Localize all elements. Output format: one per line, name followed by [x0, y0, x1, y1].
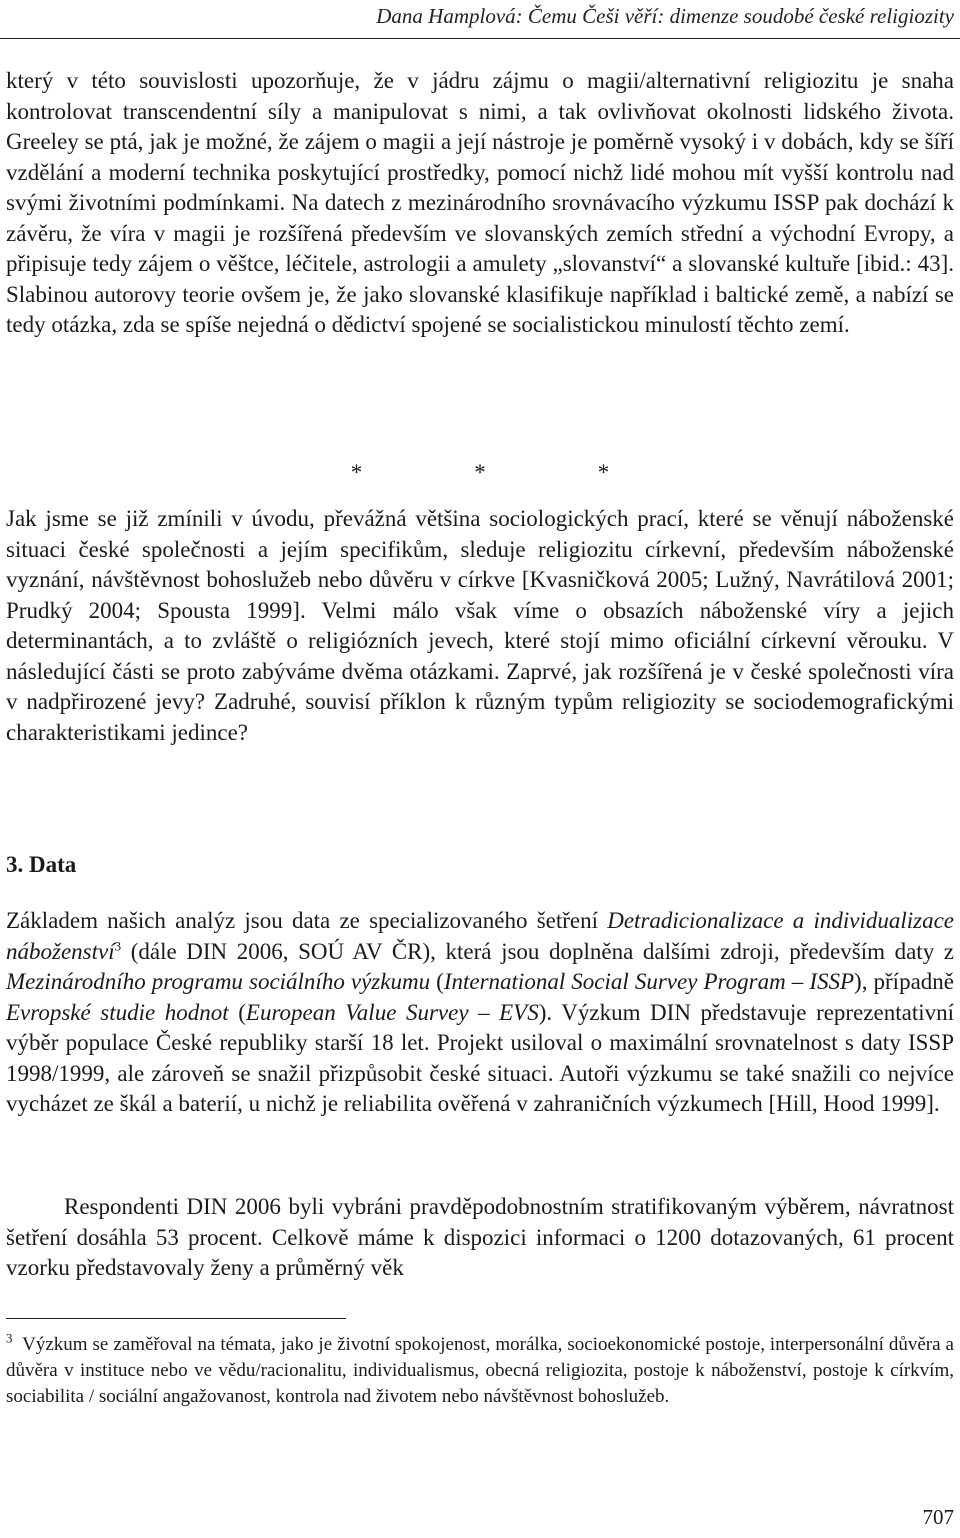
section-separator — [0, 460, 960, 486]
paragraph-3-text: ). Výzkum DIN představuje reprezentativní výběr populace České republiky starší 18 let. Projekt usiloval o maximální srovnatelnost s daty ISSP 1998/1999, ale zároveň se snažil přizpůsobit české situaci. Autoři výzkumu se také snažili co nejvíce vycházet ze škál a baterií, u nichž je reliabilita ověřená v zahraničních výzkumech [Hill, Hood 1999]. — [6, 999, 954, 1116]
paragraph-1: který v této souvislosti upozorňuje, že v jádru zájmu o magii/alternativní religiozitu je snaha kontrolovat transcendentní síly a manipulovat s nimi, a tak ovlivňovat okolnosti lidského života. Greeley se ptá, jak je možné, že zájem o magii a její nástroje je poměrně vysoký i v dobách, kdy se šíří vzdělání a moderní technika poskytující prostředky, pomocí nichž lidé mohou mít vyšší kontrolu nad svými životními podmínkami. Na datech z mezinárodního srovnávacího výzkumu ISSP pak dochází k závěru, že víra v magii je rozšířená především ve slovanských zemích střední a východní Evropy, a připisuje tedy zájem o věštce, léčitele, astrologii a amulety „slovanství“ a slovanské kultuře [ibid.: 43]. Slabinou autorovy teorie ovšem je, že jako slovanské klasifikuje například i baltické země, a nabízí se tedy otázka, zda se spíše nejedná o dědictví spojené se socialistickou minulostí těchto zemí. — [6, 68, 954, 337]
page-number: 707 — [922, 1505, 954, 1529]
paragraph-3-text: Základem našich analýz jsou data ze specializovaného šetření — [6, 908, 608, 933]
footnote-reference: 3 — [114, 937, 122, 953]
separator-star: * — [474, 460, 486, 485]
study-title: Evropské studie hodnot — [6, 999, 229, 1025]
study-title-en: European Value Survey – EVS — [245, 999, 539, 1025]
separator-star: * — [350, 460, 363, 485]
paragraph-4: Respondenti DIN 2006 byli vybráni pravděpodobnostním stratifikovaným výběrem, návratnost šetření dosáhla 53 procent. Celkově máme k dispozici informaci o 1200 dotazovaných, 61 procent vzorku představovaly ženy a průměrný věk — [6, 1194, 954, 1280]
footnote — [6, 1332, 954, 1410]
paragraph-3-text: ( — [228, 999, 246, 1025]
paragraph-2: Jak jsme se již zmínili v úvodu, převážná většina sociologických prací, které se věnují náboženské situaci české společnosti a jejím specifikům, sleduje religiozitu církevní, především náboženské vyznání, návštěvnost bohoslužeb nebo důvěru v církve [Kvasničková 2005; Lužný, Navrátilová 2001; Prudký 2004; Spousta 1999]. Velmi málo však víme o obsazích náboženské víry a jejich determinantách, a to zvláště o religiózních jevech, které stojí mimo oficiální církevní věrouku. V následující části se proto zabýváme dvěma otázkami. Zaprvé, jak rozšířená je v české společnosti víra v nadpřirozené jevy? Zadruhé, souvisí příklon k různým typům religiozity se sociodemografickými charakteristikami jedince? — [6, 506, 954, 745]
footnote-rule — [6, 1318, 346, 1319]
paragraph-3-text: ( — [430, 969, 444, 994]
header-rule — [0, 38, 960, 39]
program-title: Mezinárodního programu sociálního výzkumu — [6, 969, 431, 994]
paragraph-3-text: ), případně — [854, 969, 954, 994]
running-head: Dana Hamplová: Čemu Češi věří: dimenze soudobé české religiozity — [376, 4, 954, 28]
paragraph-3-text: (dále DIN 2006, SOÚ AV ČR), která jsou doplněna dalšími zdroji, především daty z — [121, 938, 954, 964]
footnote-text: Výzkum se zaměřoval na témata, jako je životní spokojenost, morálka, socioekonomické postoje, interpersonální důvěra a důvěra v instituce nebo ve vědu/racionalitu, individualismus, obecná religiozita, postoje k náboženství, postoje k církvím, sociabilita / sociální angažovanost, kontrola nad životem nebo návštěvnost bohoslužeb. — [6, 1334, 954, 1407]
survey-title: Detradicionalizace a individualizace náboženství — [6, 908, 954, 964]
program-title-en: International Social Survey Program – ISSP — [443, 969, 855, 994]
footnote-number: 3 — [6, 1330, 13, 1346]
section-title: 3. Data — [6, 852, 77, 877]
paragraph-3 — [6, 906, 954, 1120]
separator-star: * — [597, 460, 610, 485]
